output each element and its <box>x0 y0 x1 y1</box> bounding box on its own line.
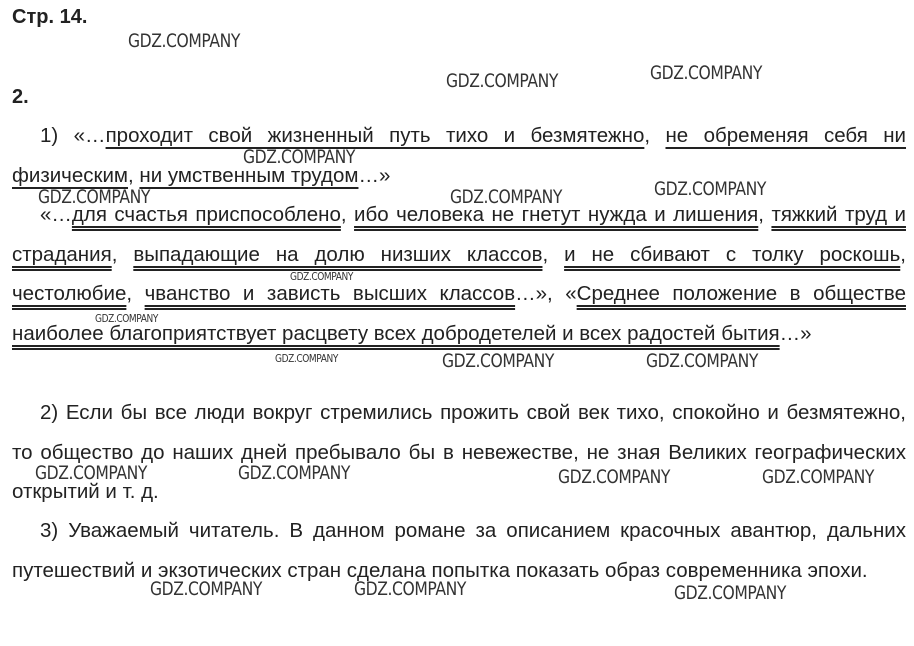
underlined-phrase: не обременяя себя ни физическим <box>12 124 907 187</box>
answer-1-quote-2 <box>12 195 906 353</box>
answer-1 <box>12 116 906 353</box>
answer-2 <box>12 393 906 512</box>
watermark: GDZ.COMPANY <box>35 462 148 484</box>
watermark: GDZ.COMPANY <box>290 270 353 283</box>
text-fragment: 1) «… <box>40 124 106 147</box>
answer-3 <box>12 511 906 590</box>
underlined-phrase: чванство и зависть высших классов <box>144 282 516 305</box>
watermark: GDZ.COMPANY <box>243 146 356 168</box>
underlined-phrase: для счастья приспособлено <box>71 203 341 226</box>
watermark: GDZ.COMPANY <box>238 462 351 484</box>
watermark: GDZ.COMPANY <box>275 352 338 365</box>
text-fragment: …» <box>779 321 812 345</box>
underlined-phrase: тяжкий труд и страдания <box>12 203 906 266</box>
task-number: 2. <box>12 86 29 108</box>
text-fragment: , <box>111 242 134 266</box>
watermark: GDZ.COMPANY <box>95 312 158 325</box>
watermark: GDZ.COMPANY <box>654 178 767 200</box>
watermark: GDZ.COMPANY <box>446 70 559 92</box>
text-fragment: , <box>128 163 140 187</box>
answer-1-quote-1 <box>12 116 906 195</box>
watermark: GDZ.COMPANY <box>650 62 763 84</box>
underlined-phrase: выпадающие на долю низших классов <box>133 242 543 266</box>
watermark: GDZ.COMPANY <box>674 582 787 604</box>
text-fragment: , <box>126 282 145 305</box>
page-heading: Стр. 14. <box>12 6 88 28</box>
text-fragment: , <box>758 203 772 226</box>
watermark: GDZ.COMPANY <box>442 350 555 372</box>
text-fragment: …», « <box>515 282 577 305</box>
underlined-phrase: и не сбивают с толку роскошь <box>564 242 901 266</box>
watermark: GDZ.COMPANY <box>646 350 759 372</box>
watermark: GDZ.COMPANY <box>558 466 671 488</box>
watermark: GDZ.COMPANY <box>150 578 263 600</box>
text-fragment: «… <box>40 203 72 226</box>
watermark: GDZ.COMPANY <box>128 30 241 52</box>
text-fragment: , <box>542 242 565 266</box>
watermark: GDZ.COMPANY <box>450 186 563 208</box>
text-fragment: , <box>340 203 355 226</box>
underlined-phrase: Среднее положение в обществе наиболее благоприятствует расцвету всех добродетелей и всех радостей бытия <box>12 282 906 345</box>
answer-2-text: 2) Если бы все люди вокруг стремились прожить свой век тихо, спокойно и безмятежно, то общество до наших дней пребывало бы в невежестве, не зная Великих географических открытий и т. д. <box>12 401 906 503</box>
watermark: GDZ.COMPANY <box>354 578 467 600</box>
answer-3-text: 3) Уважаемый читатель. В данном романе за описанием красочных авантюр, дальних путешествий и экзотических стран сделана попытка показать образ современника эпохи. <box>12 519 906 582</box>
watermark: GDZ.COMPANY <box>38 186 151 208</box>
underlined-phrase: проходит свой жизненный путь тихо и безмятежно <box>105 124 645 147</box>
underlined-phrase: ибо человека не гнетут нужда и лишения <box>354 203 759 226</box>
watermark: GDZ.COMPANY <box>762 466 875 488</box>
text-fragment: , <box>644 124 666 147</box>
text-fragment: …» <box>358 163 391 187</box>
underlined-phrase: ни умственным трудом <box>139 163 359 187</box>
underlined-phrase: честолюбие <box>12 282 127 305</box>
text-fragment: , <box>900 242 906 266</box>
